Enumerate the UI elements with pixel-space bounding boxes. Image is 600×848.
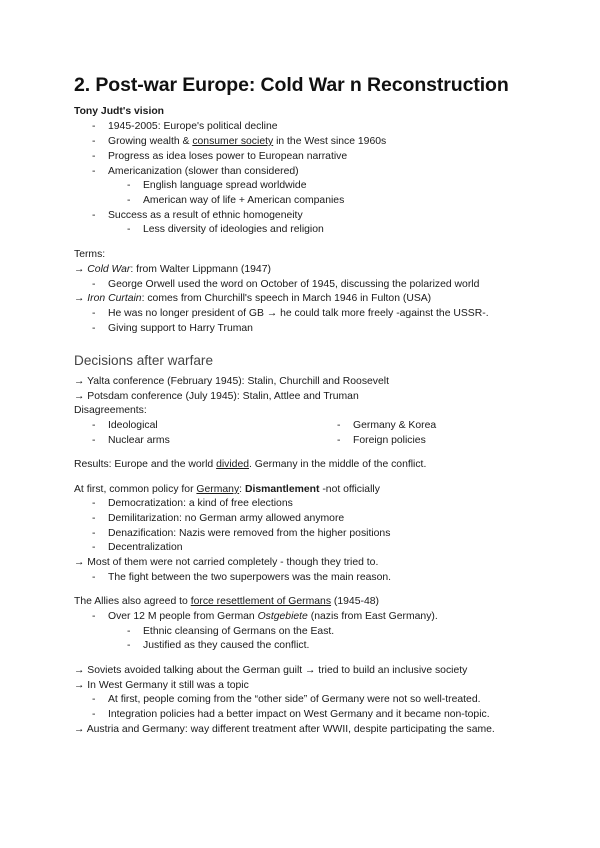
bullet-dash: - <box>92 435 96 446</box>
bullet-dash: - <box>127 224 131 235</box>
bullet-dash: - <box>127 626 131 637</box>
intro-text: At first, common policy for <box>74 484 197 495</box>
list-item: Ideological <box>108 420 158 431</box>
bullet-dash: - <box>92 572 96 583</box>
bullet-dash: - <box>92 709 96 720</box>
list-item: Nuclear arms <box>108 435 170 446</box>
underlined-term: consumer society <box>192 136 274 147</box>
term-name: Cold War <box>87 264 131 275</box>
list-item: Success as a result of ethnic homogeneity <box>108 210 303 221</box>
list-item: Americanization (slower than considered) <box>108 166 299 177</box>
list-item: Decentralization <box>108 542 183 553</box>
list-item: Denazification: Nazis were removed from the higher positions <box>108 528 391 539</box>
term-definition: : from Walter Lippmann (1947) <box>130 264 271 275</box>
bullet-dash: - <box>92 279 96 290</box>
conference-line: → Potsdam conference (July 1945): Stalin, Attlee and Truman <box>74 391 359 402</box>
results-text: . Germany in the middle of the conflict. <box>249 459 427 470</box>
bullet-dash: - <box>337 420 341 431</box>
page-title: 2. Post-war Europe: Cold War n Reconstruction <box>74 74 509 96</box>
bullet-dash: - <box>92 136 96 147</box>
bullet-dash: - <box>92 121 96 132</box>
list-item <box>108 135 386 148</box>
bullet-dash: - <box>92 308 96 319</box>
list-item: 1945-2005: Europe's political decline <box>108 121 278 132</box>
list-item-text: (nazis from East Germany). <box>307 611 438 622</box>
arrow-icon: → <box>74 264 85 275</box>
bullet-dash: - <box>92 498 96 509</box>
sub-list-item: English language spread worldwide <box>143 180 307 191</box>
results-line <box>74 458 426 471</box>
bullet-dash: - <box>127 195 131 206</box>
list-item: George Orwell used the word on October of 1945, discussing the polarized world <box>108 279 480 290</box>
terms-label: Terms: <box>74 249 106 260</box>
underlined-term: divided <box>216 459 250 470</box>
resettlement-intro <box>74 595 379 608</box>
bullet-dash: - <box>92 611 96 622</box>
list-item: Germany & Korea <box>353 420 437 431</box>
list-item: Integration policies had a better impact on West Germany and it became non-topic. <box>108 709 490 720</box>
bullet-dash: - <box>92 694 96 705</box>
bullet-dash: - <box>92 323 96 334</box>
underlined-term: Germany <box>196 484 240 495</box>
list-item: Democratization: a kind of free elections <box>108 498 293 509</box>
arrow-line: → In West Germany it still was a topic <box>74 680 249 691</box>
bullet-dash: - <box>92 513 96 524</box>
arrow-line: → Most of them were not carried completely - though they tried to. <box>74 557 379 568</box>
bullet-dash: - <box>337 435 341 446</box>
intro-text: The Allies also agreed to <box>74 596 191 607</box>
bullet-dash: - <box>92 166 96 177</box>
sub-list-item: American way of life + American companies <box>143 195 345 206</box>
list-item: Demilitarization: no German army allowed anymore <box>108 513 345 524</box>
list-item: The fight between the two superpowers was the main reason. <box>108 572 392 583</box>
bullet-dash: - <box>92 151 96 162</box>
underlined-term: force resettlement of Germans <box>190 596 332 607</box>
term-name: Iron Curtain <box>87 293 142 304</box>
term-line <box>74 292 431 305</box>
list-item: Giving support to Harry Truman <box>108 323 253 334</box>
intro-text: : <box>239 484 245 495</box>
sub-list-item: Less diversity of ideologies and religion <box>143 224 324 235</box>
sub-list-item: Justified as they caused the conflict. <box>143 640 310 651</box>
intro-text: -not officially <box>319 484 380 495</box>
bullet-dash: - <box>92 420 96 431</box>
list-item-text: Over 12 M people from German <box>108 611 258 622</box>
section-heading-decisions: Decisions after warfare <box>74 353 214 368</box>
list-item-text: in the West since 1960s <box>273 136 387 147</box>
term-definition: : comes from Churchill's speech in March 1946 in Fulton (USA) <box>141 293 432 304</box>
list-item-text: Growing wealth & <box>108 136 193 147</box>
list-item: At first, people coming from the “other side” of Germany were not so well-treated. <box>108 694 481 705</box>
list-item: He was no longer president of GB → he could talk more freely -against the USSR-. <box>108 308 489 319</box>
bold-term: Dismantlement <box>244 484 320 495</box>
bullet-dash: - <box>92 528 96 539</box>
section-heading-judt: Tony Judt's vision <box>74 106 165 117</box>
results-text: Results: Europe and the world <box>74 459 217 470</box>
disagreements-label: Disagreements: <box>74 405 147 416</box>
sub-list-item: Ethnic cleansing of Germans on the East. <box>143 626 335 637</box>
bullet-dash: - <box>127 180 131 191</box>
bullet-dash: - <box>127 640 131 651</box>
conference-line: → Yalta conference (February 1945): Stalin, Churchill and Roosevelt <box>74 376 389 387</box>
italic-term: Ostgebiete <box>257 611 308 622</box>
list-item <box>108 610 438 623</box>
bullet-dash: - <box>92 542 96 553</box>
germany-intro <box>74 483 380 496</box>
list-item: Progress as idea loses power to European narrative <box>108 151 348 162</box>
arrow-icon: → <box>74 293 85 304</box>
term-line <box>74 263 271 276</box>
arrow-line: → Austria and Germany: way different treatment after WWII, despite participating the same. <box>74 724 495 735</box>
list-item: Foreign policies <box>353 435 426 446</box>
bullet-dash: - <box>92 210 96 221</box>
intro-text: (1945-48) <box>331 596 379 607</box>
arrow-line: → Soviets avoided talking about the German guilt → tried to build an inclusive society <box>74 665 468 676</box>
